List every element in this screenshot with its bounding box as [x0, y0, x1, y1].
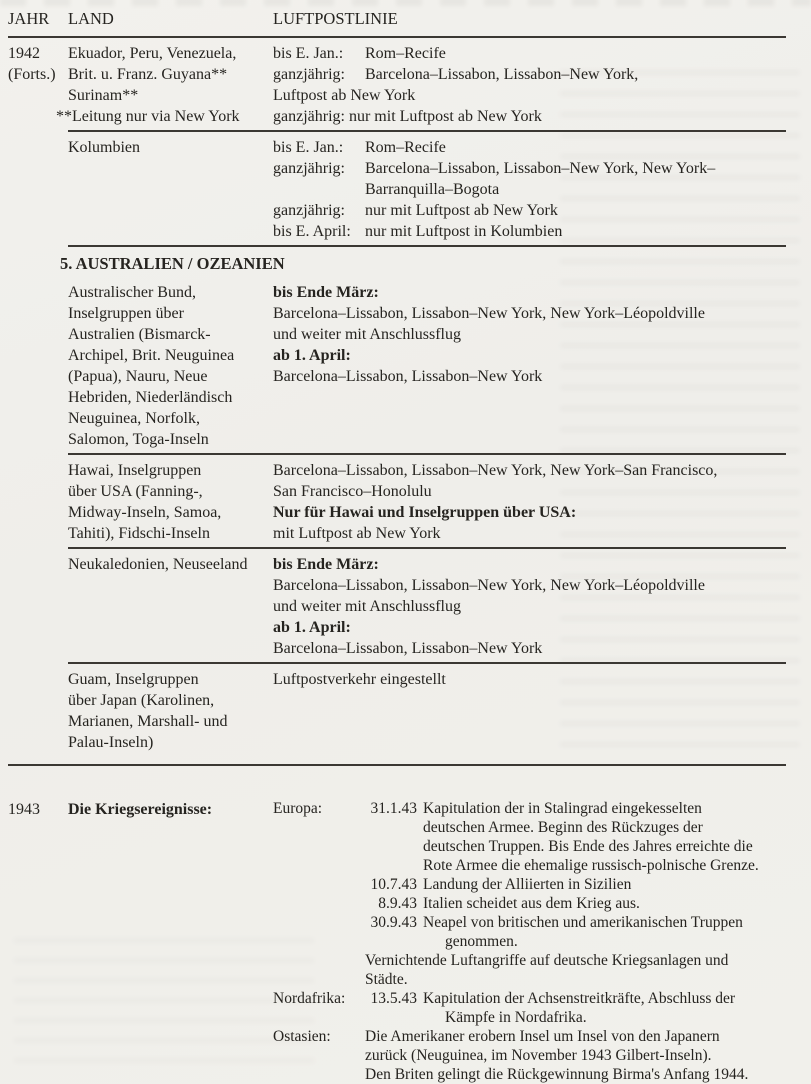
scan-bleed-artifact-top — [0, 0, 811, 6]
period-label: ganzjährig: — [273, 160, 345, 177]
country-line: Australien (Bismarck- — [68, 326, 211, 343]
route-line — [273, 638, 786, 659]
period-label: ganzjährig: — [273, 66, 345, 83]
route-line — [273, 669, 786, 690]
cell-land — [56, 43, 273, 127]
cell-luftpostlinie — [273, 554, 786, 659]
route-line — [273, 460, 786, 481]
route-line — [273, 481, 786, 502]
route-line — [273, 324, 786, 345]
region-label — [273, 951, 365, 970]
route-line — [273, 64, 786, 85]
column-header-land: LAND — [68, 9, 114, 28]
country-line: Palau-Inseln) — [68, 734, 154, 751]
route-text: und weiter mit Anschlussflug — [273, 326, 461, 343]
event-line — [273, 1065, 786, 1084]
country-line: Kolumbien — [68, 139, 140, 156]
region-label — [273, 970, 365, 989]
country-line: Ekuador, Peru, Venezuela, — [68, 45, 237, 62]
region-label — [273, 875, 365, 894]
country-line: **Leitung nur via New York — [56, 108, 240, 125]
route-text: Barcelona–Lissabon, Lissabon–New York, — [365, 66, 639, 83]
year-line: 1943 — [8, 801, 40, 818]
cell-land — [68, 137, 273, 242]
period-label: ganzjährig: — [273, 202, 345, 219]
cell-land — [68, 554, 273, 659]
period-label: bis E. Jan.: — [273, 45, 344, 62]
route-line — [273, 554, 786, 575]
region-label: Europa: — [273, 800, 323, 817]
cell-jahr — [8, 669, 68, 753]
route-text: Barcelona–Lissabon, Lissabon–New York, New York– — [365, 160, 716, 177]
event-line — [273, 970, 786, 989]
table-row — [8, 38, 786, 130]
country-line: (Papua), Nauru, Neue — [68, 368, 208, 385]
route-text: ganzjährig: nur mit Luftpost ab New York — [273, 108, 542, 125]
region-label — [273, 894, 365, 913]
table-row — [8, 455, 786, 547]
cell-luftpostlinie — [273, 137, 786, 242]
event-text: Kapitulation der in Stalingrad eingekesselten — [423, 800, 702, 817]
route-line — [273, 85, 786, 106]
airmail-schedule-table — [8, 8, 786, 1084]
route-text: nur mit Luftpost ab New York — [365, 202, 558, 219]
cell-jahr — [8, 554, 68, 659]
event-text-continuation: genommen. — [445, 933, 518, 950]
route-line — [273, 221, 786, 242]
cell-luftpostlinie — [273, 43, 786, 127]
route-text: Rom–Recife — [365, 45, 446, 62]
country-line: über USA (Fanning-, — [68, 483, 203, 500]
cell-jahr — [8, 460, 68, 544]
events-title: Die Kriegsereignisse: — [68, 801, 213, 818]
event-text-continuation: deutschen Truppen. Bis Ende des Jahres erreichte die — [423, 838, 753, 855]
route-line — [273, 106, 786, 127]
route-text: bis Ende März: — [273, 284, 379, 301]
route-text: mit Luftpost ab New York — [273, 525, 441, 542]
table-header-row — [8, 8, 786, 38]
country-line: Inselgruppen über — [68, 305, 184, 322]
route-text: Nur für Hawai und Inselgruppen über USA: — [273, 504, 577, 521]
table-row — [8, 132, 786, 245]
table-row — [8, 277, 786, 453]
event-line — [273, 894, 786, 913]
cell-luftpostlinie — [273, 282, 786, 450]
country-line: Midway-Inseln, Samoa, — [68, 504, 222, 521]
route-text: und weiter mit Anschlussflug — [273, 598, 461, 615]
event-text: zurück (Neuguinea, im November 1943 Gilbert-Inseln). — [365, 1047, 712, 1064]
route-text: Luftpost ab New York — [273, 87, 416, 104]
event-line — [273, 989, 786, 1008]
events-row — [8, 766, 786, 1084]
route-text: nur mit Luftpost in Kolumbien — [365, 223, 563, 240]
cell-jahr — [8, 799, 68, 1084]
country-line: Tahiti), Fidschi-Inseln — [68, 525, 210, 542]
cell-land — [68, 799, 273, 1084]
route-text: bis Ende März: — [273, 556, 379, 573]
event-text: Kapitulation der Achsenstreitkräfte, Abschluss der — [423, 990, 736, 1007]
route-line — [273, 179, 786, 200]
event-text: Städte. — [365, 971, 408, 988]
region-label — [273, 913, 365, 932]
country-line: Hebriden, Niederländisch — [68, 389, 233, 406]
route-line — [273, 303, 786, 324]
route-text: Luftpostverkehr eingestellt — [273, 671, 446, 688]
route-line — [273, 345, 786, 366]
country-line: Salomon, Toga-Inseln — [68, 431, 209, 448]
region-label: Ostasien: — [273, 1028, 331, 1045]
route-text: Rom–Recife — [365, 139, 446, 156]
section-heading: 5. AUSTRALIEN / OZEANIEN — [60, 254, 285, 273]
event-date: 31.1.43 — [370, 800, 417, 817]
route-line — [273, 137, 786, 158]
column-header-jahr: JAHR — [8, 9, 50, 28]
event-line — [273, 1046, 786, 1065]
route-line — [273, 523, 786, 544]
route-line — [273, 282, 786, 303]
route-text: Barcelona–Lissabon, Lissabon–New York, New York–San Francisco, — [273, 462, 718, 479]
route-line — [273, 200, 786, 221]
column-header-luftpostlinie: LUFTPOSTLINIE — [273, 9, 398, 28]
country-line: Hawai, Inselgruppen — [68, 462, 202, 479]
event-text: Italien scheidet aus dem Krieg aus. — [423, 895, 640, 912]
event-line — [273, 799, 786, 818]
route-line — [273, 158, 786, 179]
country-line: Brit. u. Franz. Guyana** — [68, 66, 228, 83]
route-text: Barcelona–Lissabon, Lissabon–New York — [273, 368, 543, 385]
event-line — [273, 1027, 786, 1046]
country-line: über Japan (Karolinen, — [68, 692, 215, 709]
cell-land — [68, 282, 273, 450]
event-text-continuation: Kämpfe in Nordafrika. — [445, 1009, 587, 1026]
route-text: Barranquilla–Bogota — [365, 181, 500, 198]
route-text: Barcelona–Lissabon, Lissabon–New York, New York–Léopoldville — [273, 305, 705, 322]
region-label — [273, 1046, 365, 1065]
event-line — [273, 913, 786, 932]
event-text: Die Amerikaner erobern Insel um Insel von den Japanern — [365, 1028, 720, 1045]
route-line — [273, 43, 786, 64]
cell-jahr — [8, 282, 68, 450]
route-line — [273, 575, 786, 596]
route-text: ab 1. April: — [273, 347, 351, 364]
route-line — [273, 596, 786, 617]
region-label: Nordafrika: — [273, 990, 346, 1007]
event-text: Den Briten gelingt die Rückgewinnung Birma's Anfang 1944. — [365, 1066, 749, 1083]
route-line — [273, 617, 786, 638]
country-line: Neuguinea, Norfolk, — [68, 410, 200, 427]
year-line: (Forts.) — [8, 66, 56, 83]
table-body — [8, 38, 786, 1084]
route-line — [273, 366, 786, 387]
event-text: Neapel von britischen und amerikanischen Truppen — [423, 914, 743, 931]
route-text: Barcelona–Lissabon, Lissabon–New York — [273, 640, 543, 657]
table-row — [8, 664, 786, 756]
event-line — [273, 875, 786, 894]
event-text: Landung der Alliierten in Sizilien — [423, 876, 632, 893]
cell-land — [68, 460, 273, 544]
country-line: Marianen, Marshall- und — [68, 713, 228, 730]
table-row — [8, 549, 786, 662]
event-date: 10.7.43 — [370, 876, 417, 893]
country-line: Neukaledonien, Neuseeland — [68, 556, 248, 573]
event-text-continuation: Rote Armee die ehemalige russisch-polnische Grenze. — [423, 857, 759, 874]
event-line — [273, 951, 786, 970]
route-text: San Francisco–Honolulu — [273, 483, 432, 500]
route-line — [273, 502, 786, 523]
cell-luftpostlinie — [273, 669, 786, 753]
cell-events — [273, 799, 786, 1084]
country-line: Surinam** — [68, 87, 139, 104]
event-date: 8.9.43 — [378, 895, 417, 912]
region-label — [273, 1065, 365, 1084]
cell-jahr — [8, 137, 68, 242]
route-text: Barcelona–Lissabon, Lissabon–New York, New York–Léopoldville — [273, 577, 705, 594]
year-line: 1942 — [8, 45, 40, 62]
event-date: 13.5.43 — [370, 990, 417, 1007]
cell-luftpostlinie — [273, 460, 786, 544]
country-line: Australischer Bund, — [68, 284, 196, 301]
event-text-continuation: deutschen Armee. Beginn des Rückzuges der — [423, 819, 703, 836]
period-label: bis E. Jan.: — [273, 139, 344, 156]
period-label: bis E. April: — [273, 223, 351, 240]
event-date: 30.9.43 — [370, 914, 417, 931]
event-text: Vernichtende Luftangriffe auf deutsche Kriegsanlagen und — [365, 952, 729, 969]
cell-land — [68, 669, 273, 753]
country-line: Archipel, Brit. Neuguinea — [68, 347, 235, 364]
country-line: Guam, Inselgruppen — [68, 671, 199, 688]
route-text: ab 1. April: — [273, 619, 351, 636]
